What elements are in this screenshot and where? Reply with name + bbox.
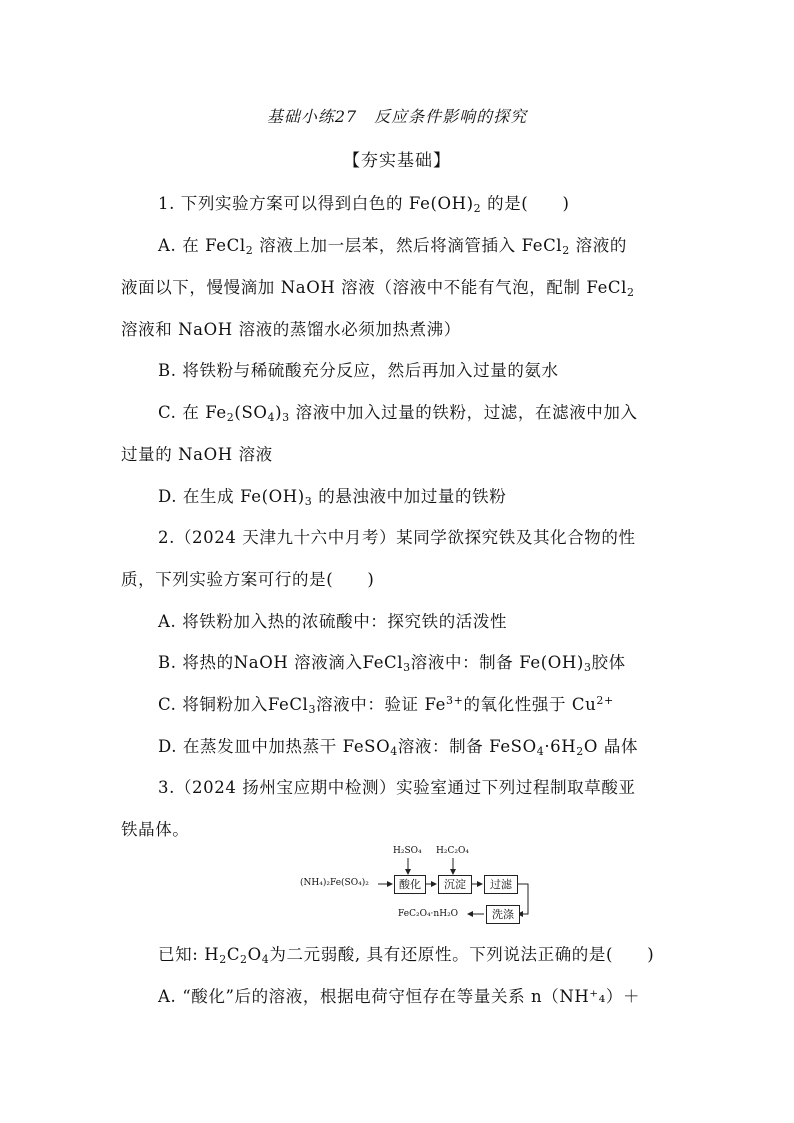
question-1-option-b: B. 将铁粉与稀硫酸充分反应，然后再加入过量的氨水 (158, 361, 559, 380)
question-2-stem-line-1: 2.（2024 天津九十六中月考）某同学欲探究铁及其化合物的性 (158, 528, 636, 547)
question-1-option-a-line-3: 溶液和 NaOH 溶液的蒸馏水必须加热煮沸） (121, 320, 461, 339)
page-title: 基础小练27 反应条件影响的探究 (266, 107, 528, 126)
question-1-option-d: D. 在生成 $Fe(OH)_3$ 的悬浊液中加过量的铁粉 (158, 487, 507, 508)
step-wash-box: 洗涤 (486, 905, 520, 924)
question-1-option-a-line-1: A. 在 FeCl$_2$ 溶液上加一层苯，然后将滴管插入 FeCl$_2$ 溶液的 (158, 236, 627, 257)
question-3-stem-line-1: 3.（2024 扬州宝应期中检测）实验室通过下列过程制取草酸亚 (158, 778, 636, 797)
question-2-option-d: D. 在蒸发皿中加热蒸干 FeSO$_4$溶液：制备 $FeSO_4\cdot 6H_2O$ 晶体 (158, 737, 639, 758)
start-material-label: (NH₄)₂Fe(SO₄)₂ (300, 878, 369, 888)
step-acidify-box: 酸化 (394, 875, 426, 894)
question-2-option-b: B. 将热的NaOH 溶液滴入FeCl$_3$溶液中：制备 $Fe(OH)_3$胶体 (158, 653, 626, 674)
reagent-1-label: H₂SO₄ (393, 846, 422, 856)
question-1-option-a-line-2: 液面以下，慢慢滴加 NaOH 溶液（溶液中不能有气泡，配制 FeCl$_2$ (121, 278, 635, 299)
question-2-option-a: A. 将铁粉加入热的浓硫酸中：探究铁的活泼性 (158, 612, 508, 631)
question-3-option-a: A. “酸化”后的溶液，根据电荷守恒存在等量关系 n（NH⁺₄）＋ (158, 987, 641, 1006)
question-2-option-c: C. 将铜粉加入FeCl$_3$溶液中：验证 $Fe^{3+}$的氧化性强于 $Cu^{2+}$ (158, 694, 614, 716)
question-1-stem: 1. 下列实验方案可以得到白色的 $Fe(OH)_2$ 的是( ) (158, 194, 570, 215)
reagent-2-label: H₂C₂O₄ (436, 846, 469, 856)
step-precipitate-box: 沉淀 (438, 875, 472, 894)
product-label: FeC₂O₄·nH₂O (398, 909, 459, 919)
question-1-option-c-line-2: 过量的 NaOH 溶液 (121, 445, 273, 464)
step-filter-box: 过滤 (484, 875, 518, 894)
question-1-option-c-line-1: C. 在 $Fe_2(SO_4)_3$ 溶液中加入过量的铁粉，过滤，在滤液中加入 (158, 403, 638, 424)
question-3-known-condition: 已知: $H_2C_2O_4$为二元弱酸, 具有还原性。下列说法正确的是( ) (158, 945, 655, 966)
question-3-stem-line-2: 铁晶体。 (121, 820, 190, 839)
process-flow-diagram (300, 842, 540, 932)
question-2-stem-line-2: 质，下列实验方案可行的是( ) (121, 570, 375, 589)
section-heading: 【夯实基础】 (343, 151, 451, 171)
